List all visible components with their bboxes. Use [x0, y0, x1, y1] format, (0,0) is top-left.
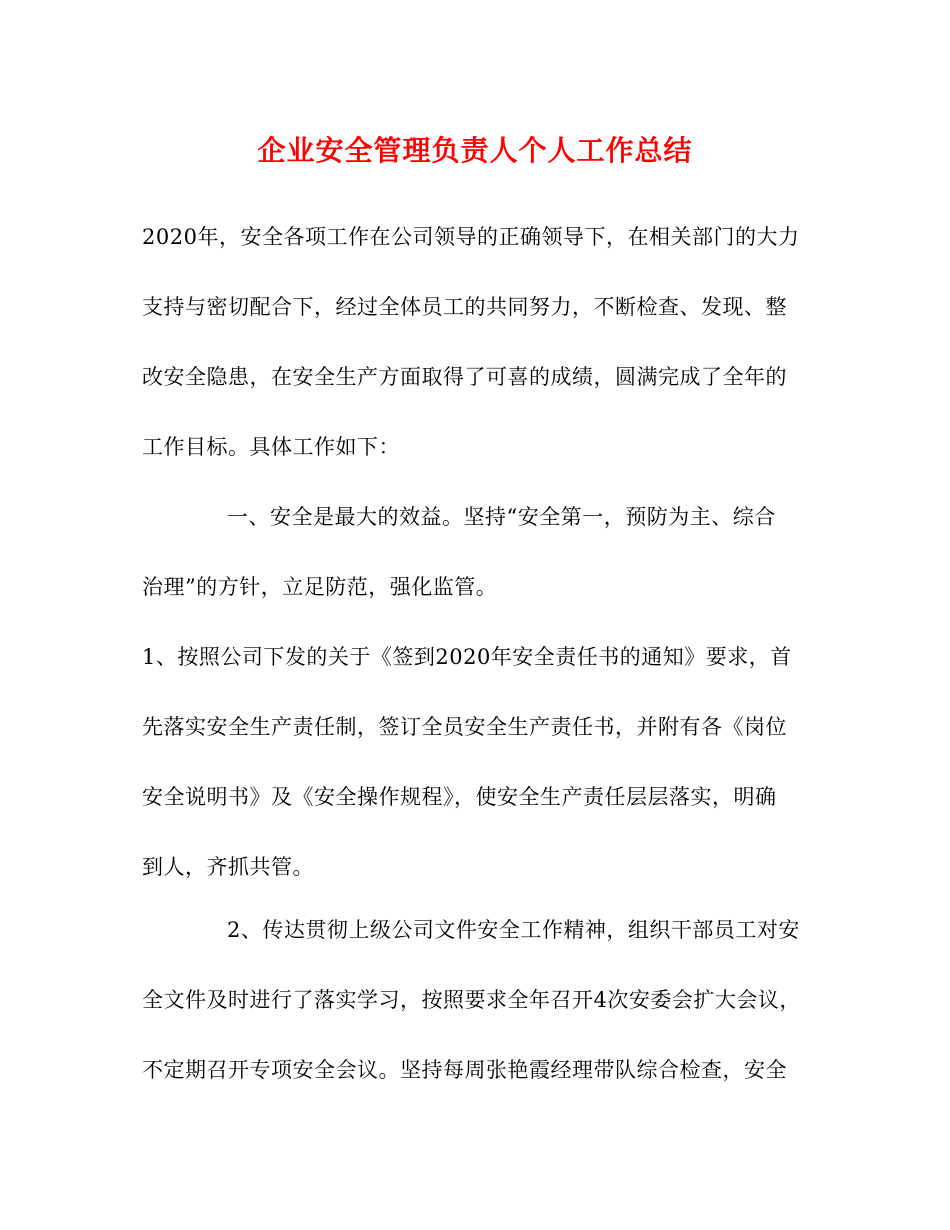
list-item-2: 2、传达贯彻上级公司文件安全工作精神，组织干部员工对安	[227, 918, 800, 942]
body-line-9: 安全说明书》及《安全操作规程》，使安全生产责任层层落实，明确	[142, 785, 777, 809]
body-line-10: 到人，齐抓共管。	[142, 855, 314, 879]
document-title: 企业安全管理负责人个人工作总结	[257, 134, 693, 167]
body-line-4: 工作目标。具体工作如下：	[142, 435, 400, 459]
body-line-2: 支持与密切配合下，经过全体员工的共同努力，不断检查、发现、整	[142, 295, 787, 319]
list-item-1: 1、按照公司下发的关于《签到2020年安全责任书的通知》要求，首	[142, 645, 792, 669]
body-line-6: 治理”的方针，立足防范，强化监管。	[142, 575, 498, 599]
body-line-12: 全文件及时进行了落实学习，按照要求全年召开4次安委会扩大会议，	[142, 988, 801, 1012]
body-line-3: 改安全隐患，在安全生产方面取得了可喜的成绩，圆满完成了全年的	[142, 365, 787, 389]
body-line-1: 2020年，安全各项工作在公司领导的正确领导下，在相关部门的大力	[142, 225, 800, 249]
body-line-8: 先落实安全生产责任制，签订全员安全生产责任书，并附有各《岗位	[142, 715, 787, 739]
section-heading-1: 一、安全是最大的效益。坚持“安全第一，预防为主、综合	[227, 505, 776, 529]
body-line-13: 不定期召开专项安全会议。坚持每周张艳霞经理带队综合检查，安全	[142, 1058, 787, 1082]
